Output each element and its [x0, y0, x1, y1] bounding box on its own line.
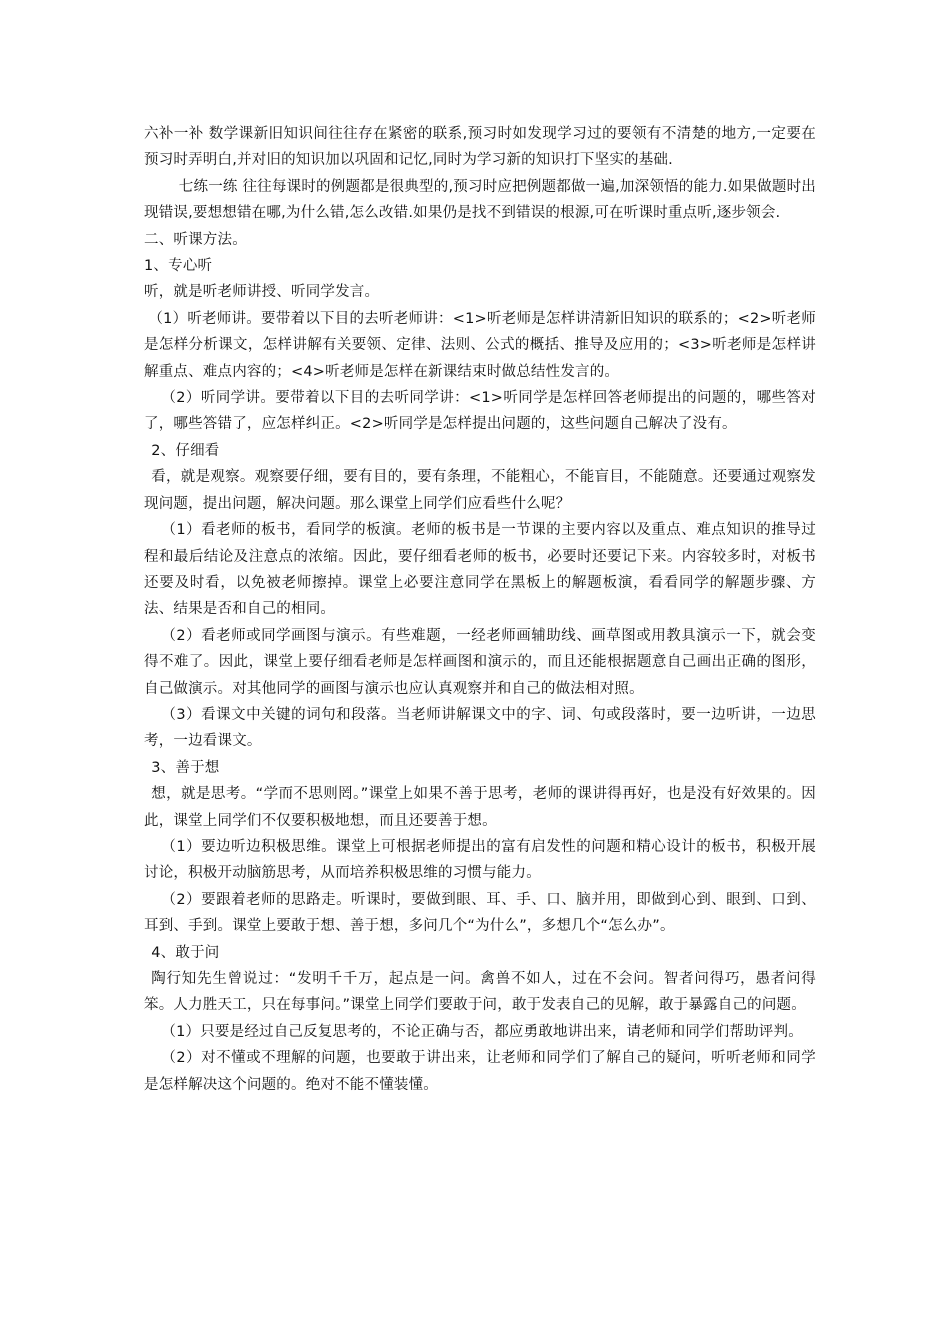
paragraph-ask-not-understood: （2）对不懂或不理解的问题，也要敢于讲出来，让老师和同学们了解自己的疑问，听听老师和同学是怎样解决这个问题的。绝对不能不懂装懂。 — [144, 1050, 816, 1093]
paragraph-six-supplement: 六补一补 数学课新旧知识间往往存在紧密的联系,预习时如发现学习过的要领有不清楚的地方,一定要在预习时弄明白,并对旧的知识加以巩固和记忆,同时为学习新的知识打下坚实的基础. — [144, 126, 816, 169]
section-heading-listening-methods: 二、听课方法。 — [144, 231, 247, 248]
document-body — [144, 121, 816, 1098]
paragraph-seven-practice: 七练一练 往往每课时的例题都是很典型的,预习时应把例题都做一遍,加深领悟的能力.如果做题时出现错误,要想想错在哪,为什么错,怎么改错.如果仍是找不到错误的根源,可在听课时重点听,逐步领会. — [144, 178, 816, 222]
subheading-think-well: 3、善于想 — [151, 759, 220, 776]
paragraph-ask-after-thinking: （1）只要是经过自己反复思考的，不论正确与否，都应勇敢地讲出来，请老师和同学们帮助评判。 — [161, 1023, 803, 1040]
subheading-listen-attentively: 1、专心听 — [144, 258, 213, 275]
paragraph-listen-classmates: （2）听同学讲。要带着以下目的去听同学讲：<1>听同学是怎样回答老师提出的问题的，哪些答对了，哪些答错了，应怎样纠正。<2>听同学是怎样提出问题的，这些问题自己解决了没有。 — [144, 390, 816, 433]
paragraph-think-definition: 想，就是思考。“学而不思则罔。”课堂上如果不善于思考，老师的课讲得再好，也是没有好效果的。因此，课堂上同学们不仅要积极地想，而且还要善于想。 — [144, 786, 816, 829]
paragraph-look-blackboard: （1）看老师的板书，看同学的板演。老师的板书是一节课的主要内容以及重点、难点知识的推导过程和最后结论及注意点的浓缩。因此，要仔细看老师的板书，必要时还要记下来。内容较多时，对板书还要及时看，以免被老师擦掉。课堂上必要注意同学在黑板上的解题板演，看看同学的解题步骤、方法、结果是否和自己的相同。 — [144, 522, 816, 618]
paragraph-follow-teacher: （2）要跟着老师的思路走。听课时，要做到眼、耳、手、口、脑并用，即做到心到、眼到、口到、耳到、手到。课堂上要敢于想、善于想，多问几个“为什么”，多想几个“怎么办”。 — [144, 891, 816, 935]
subheading-dare-to-ask: 4、敢于问 — [151, 944, 220, 961]
paragraph-think-actively: （1）要边听边积极思维。课堂上可根据老师提出的富有启发性的问题和精心设计的板书，积极开展讨论，积极开动脑筋思考，从而培养积极思维的习惯与能力。 — [144, 838, 816, 882]
paragraph-listen-teacher: （1）听老师讲。要带着以下目的去听老师讲：<1>听老师是怎样讲清新旧知识的联系的；<2>听老师是怎样分析课文，怎样讲解有关要领、定律、法则、公式的概括、推导及应用的；<3>听老师是怎样讲解重点、难点内容的；<4>听老师是怎样在新课结束时做总结性发言的。 — [144, 310, 816, 380]
paragraph-ask-quote: 陶行知先生曾说过：“发明千千万，起点是一问。禽兽不如人，过在不会问。智者问得巧，愚者问得笨。人力胜天工，只在每事问。”课堂上同学们要敢于问，敢于发表自己的见解，敢于暴露自己的问题。 — [144, 971, 816, 1014]
paragraph-listen-definition: 听，就是听老师讲授、听同学发言。 — [144, 284, 380, 301]
paragraph-look-drawing: （2）看老师或同学画图与演示。有些难题，一经老师画辅助线、画草图或用教具演示一下，就会变得不难了。因此，课堂上要仔细看老师是怎样画图和演示的，而且还能根据题意自己画出正确的图形，自己做演示。对其他同学的画图与演示也应认真观察并和自己的做法相对照。 — [144, 627, 816, 697]
paragraph-look-definition: 看，就是观察。观察要仔细，要有目的，要有条理，不能粗心，不能盲目，不能随意。还要通过观察发现问题，提出问题，解决问题。那么课堂上同学们应看些什么呢？ — [144, 469, 816, 512]
subheading-look-carefully: 2、仔细看 — [151, 442, 220, 459]
paragraph-look-text: （3）看课文中关键的词句和段落。当老师讲解课文中的字、词、句或段落时，要一边听讲，一边思考，一边看课文。 — [144, 706, 816, 750]
